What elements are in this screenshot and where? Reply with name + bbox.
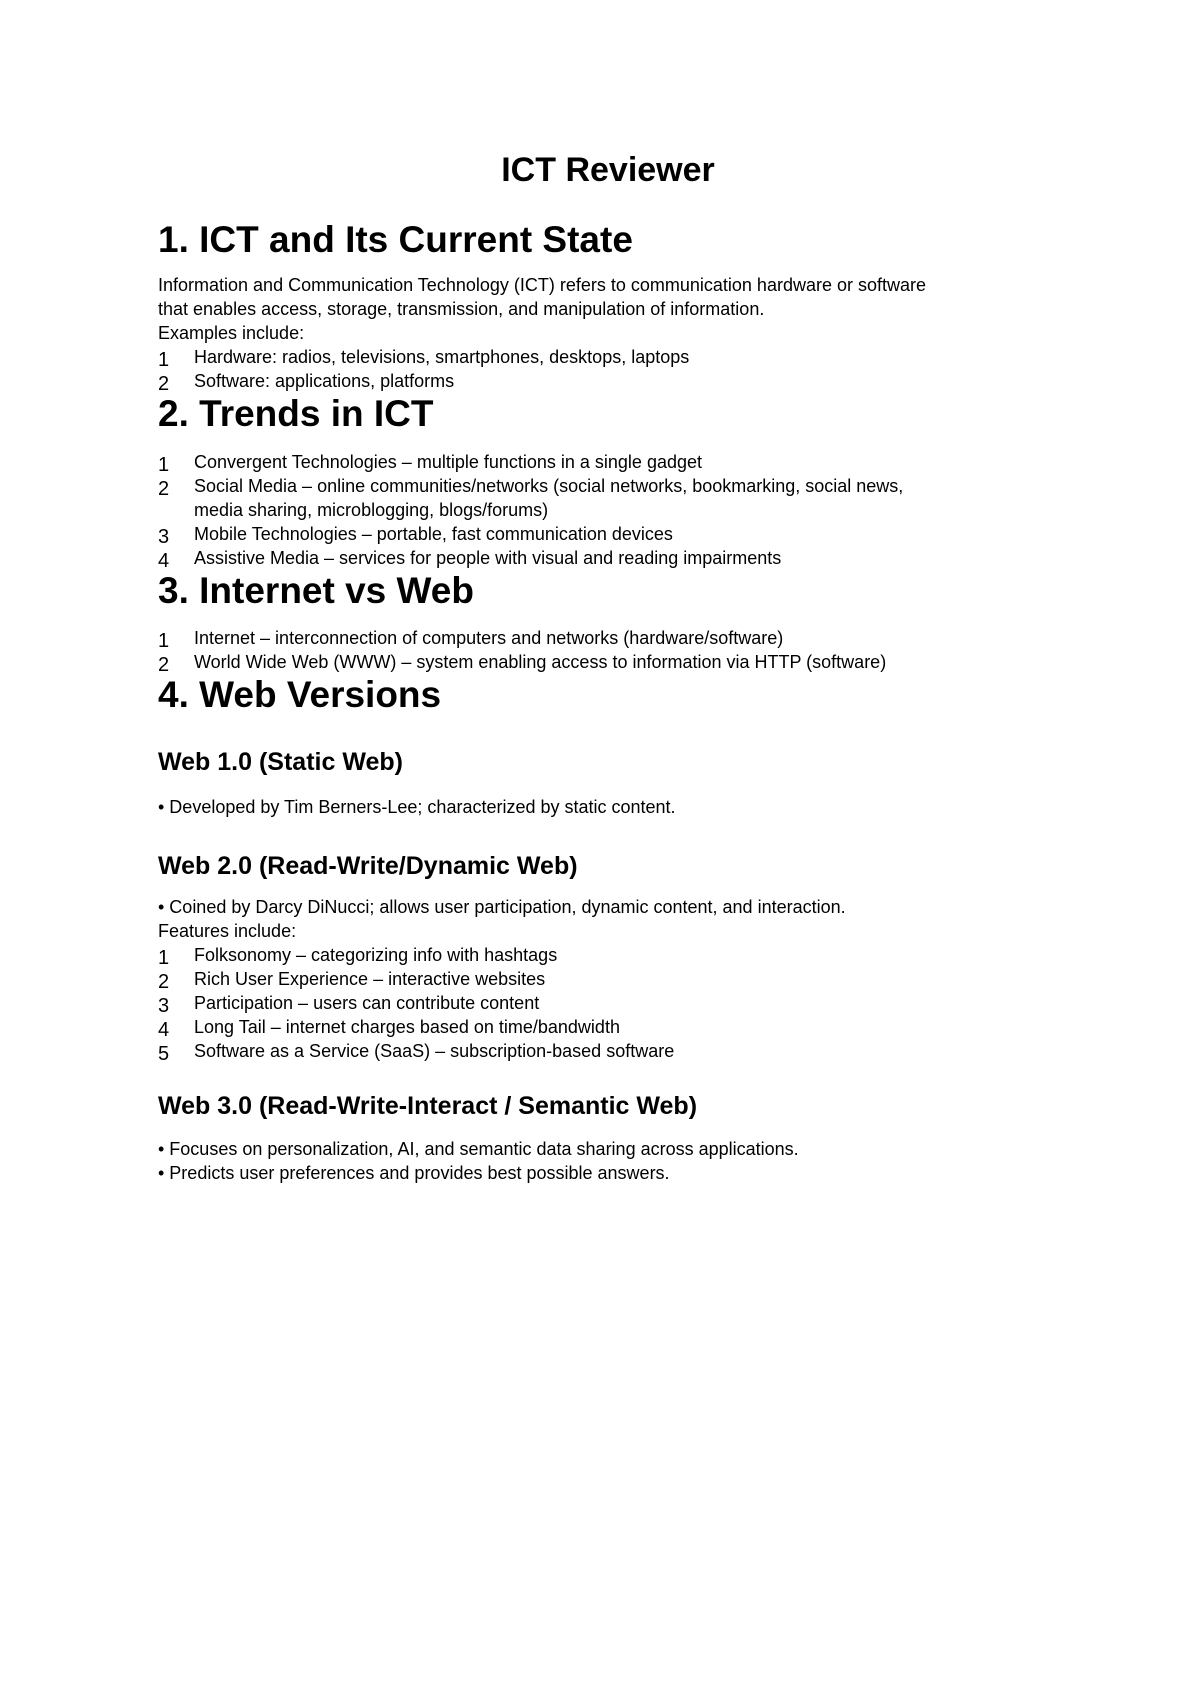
section-heading: 1. ICT and Its Current State: [158, 218, 633, 260]
list-item: [158, 650, 1058, 677]
paragraph-line: Examples include:: [158, 323, 305, 344]
list-number: 3: [158, 525, 170, 548]
list-number: 4: [158, 549, 170, 572]
subsection-heading: Web 1.0 (Static Web): [158, 747, 403, 776]
bullet-line: • Coined by Darcy DiNucci; allows user participation, dynamic content, and interaction.: [158, 896, 846, 917]
list-item: [158, 522, 1058, 546]
list-item: [158, 967, 1058, 991]
list-number: 2: [158, 970, 170, 993]
list-item-text: Assistive Media – services for people with visual and reading impairments: [194, 547, 782, 568]
numbered-list: [158, 450, 1058, 570]
list-item: [158, 1039, 1058, 1063]
list-item: [158, 626, 1058, 653]
list-item-text: Software as a Service (SaaS) – subscription-based software: [194, 1040, 675, 1061]
bullet-line: • Developed by Tim Berners-Lee; characterized by static content.: [158, 796, 676, 817]
list-item: [158, 450, 1058, 474]
list-item: [158, 546, 1058, 570]
list-number: 3: [158, 994, 170, 1017]
paragraph-line: Information and Communication Technology (ICT) refers to communication hardware or software: [158, 275, 927, 296]
list-item-text: Internet – interconnection of computers and networks (hardware/software): [194, 628, 784, 649]
paragraph-line: Features include:: [158, 920, 297, 941]
list-number: 1: [158, 453, 170, 476]
subsection-heading: Web 3.0 (Read-Write-Interact / Semantic Web): [158, 1091, 698, 1120]
list-item-text: media sharing, microblogging, blogs/forums): [194, 499, 549, 520]
section-heading: 2. Trends in ICT: [158, 393, 434, 435]
section-heading: 3. Internet vs Web: [158, 569, 474, 611]
list-item-text: Social Media – online communities/networks (social networks, bookmarking, social news,: [194, 475, 904, 496]
list-item: [158, 943, 1058, 967]
bullet-line: • Predicts user preferences and provides best possible answers.: [158, 1162, 670, 1183]
list-item: [158, 345, 1058, 372]
bullet-line: • Focuses on personalization, AI, and semantic data sharing across applications.: [158, 1138, 799, 1159]
list-item-text: Software: applications, platforms: [194, 371, 455, 392]
list-number: 2: [158, 477, 170, 500]
list-number: 1: [158, 630, 170, 653]
list-number: 2: [158, 373, 170, 396]
list-number: 5: [158, 1042, 170, 1065]
list-number: 4: [158, 1018, 170, 1041]
numbered-list: [158, 345, 1058, 396]
numbered-list: [158, 626, 1058, 677]
list-item-text: Convergent Technologies – multiple functions in a single gadget: [194, 451, 702, 472]
list-item-text: World Wide Web (WWW) – system enabling access to information via HTTP (software): [194, 652, 887, 673]
numbered-list: [158, 943, 1058, 1063]
subsection-heading: Web 2.0 (Read-Write/Dynamic Web): [158, 851, 578, 880]
list-item-text: Rich User Experience – interactive websites: [194, 968, 546, 989]
list-item: [158, 1015, 1058, 1039]
list-number: 2: [158, 654, 170, 677]
list-item: [158, 369, 1058, 396]
list-number: 1: [158, 349, 170, 372]
section-heading: 4. Web Versions: [158, 674, 442, 716]
list-item-text: Folksonomy – categorizing info with hashtags: [194, 944, 558, 965]
list-item-text: Mobile Technologies – portable, fast communication devices: [194, 523, 673, 544]
document-title: ICT Reviewer: [501, 151, 715, 189]
document-page: [158, 150, 1058, 1185]
list-item: [158, 474, 1058, 522]
list-item: [158, 991, 1058, 1015]
list-item-text: Participation – users can contribute content: [194, 992, 540, 1013]
list-item-text: Long Tail – internet charges based on time/bandwidth: [194, 1016, 620, 1037]
list-item-text: Hardware: radios, televisions, smartphones, desktops, laptops: [194, 347, 690, 368]
list-number: 1: [158, 946, 170, 969]
paragraph-line: that enables access, storage, transmission, and manipulation of information.: [158, 299, 765, 320]
